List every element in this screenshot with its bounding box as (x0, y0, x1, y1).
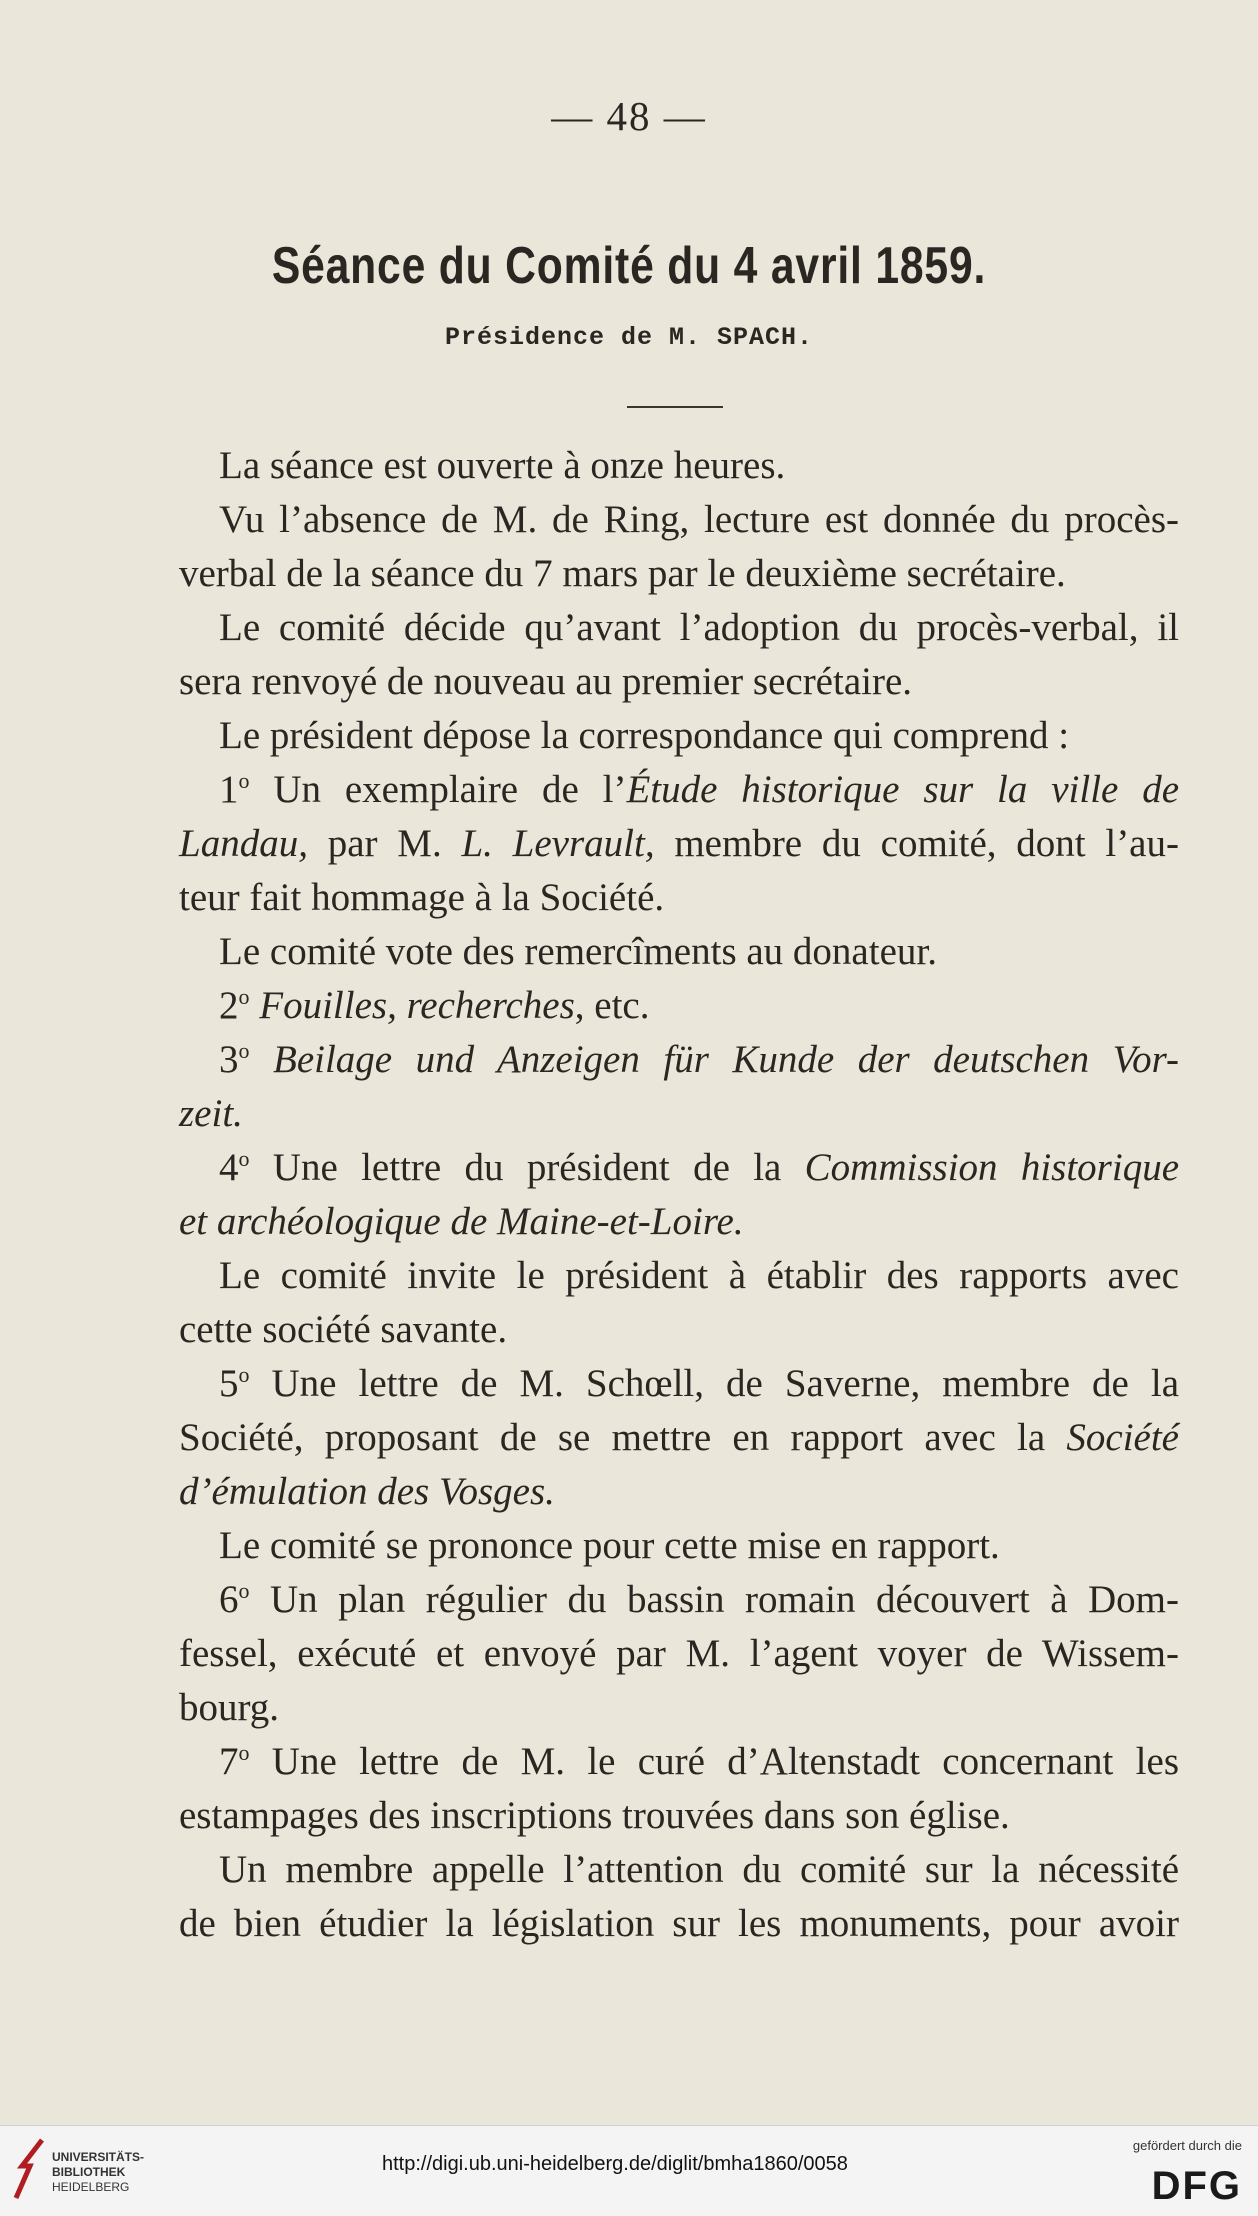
permalink-url[interactable]: http://digi.ub.uni-heidelberg.de/diglit/bmha1860/0058 (382, 2153, 848, 2175)
text-line: Le président dépose la correspondance qui comprend : (219, 714, 1070, 757)
text-line: et archéologique de Maine-et-Loire. (179, 1200, 744, 1243)
text-line: 4$^o$ Une lettre du président de la Commission historique (219, 1146, 1180, 1189)
body-text (179, 439, 1179, 1951)
text-line: Le comité décide qu’avant l’adoption du procès-verbal, il (219, 606, 1179, 649)
text-line: 5$^o$ Une lettre de M. Schœll, de Saverne, membre de la (219, 1362, 1179, 1405)
text-line: d’émulation des Vosges. (179, 1470, 555, 1513)
text-line: 2$^o$ Fouilles, recherches, etc. (219, 984, 650, 1027)
text-line: 3$^o$ Beilage und Anzeigen für Kunde der deutschen Vor- (219, 1038, 1180, 1081)
text-line: La séance est ouverte à onze heures. (219, 444, 786, 487)
text-line: Un membre appelle l’attention du comité sur la nécessité (219, 1848, 1179, 1891)
page-subtitle: Présidence de M. SPACH. (444, 323, 814, 352)
text-line: teur fait hommage à la Société. (179, 876, 665, 919)
text-line: sera renvoyé de nouveau au premier secrétaire. (179, 660, 913, 703)
text-line: zeit. (179, 1092, 243, 1135)
text-line: 6$^o$ Un plan régulier du bassin romain découvert à Dom- (219, 1578, 1179, 1621)
page-number: — 48 — (551, 93, 707, 139)
text-line: 1$^o$ Un exemplaire de l’Étude historique sur la ville de (219, 768, 1180, 811)
text-line: bourg. (179, 1686, 280, 1729)
text-line: Le comité invite le président à établir des rapports avec (219, 1254, 1179, 1297)
library-name: UNIVERSITÄTS- BIBLIOTHEK HEIDELBERG (52, 2150, 145, 2194)
text-line: estampages des inscriptions trouvées dans son église. (179, 1794, 1010, 1837)
text-line: cette société savante. (179, 1308, 508, 1351)
text-line: Le comité vote des remercîments au donateur. (219, 930, 937, 973)
text-line: de bien étudier la législation sur les monuments, pour avoir (179, 1902, 1179, 1945)
funding-caption: gefördert durch die (1132, 2138, 1242, 2153)
text-line: Le comité se prononce pour cette mise en rapport. (219, 1524, 1000, 1567)
text-line: Landau, par M. L. Levrault, membre du comité, dont l’au- (179, 822, 1179, 865)
title-divider (627, 406, 723, 408)
text-line: Vu l’absence de M. de Ring, lecture est donnée du procès- (219, 498, 1179, 541)
text-line: Société, proposant de se mettre en rapport avec la Société (179, 1416, 1179, 1459)
text-line: 7$^o$ Une lettre de M. le curé d’Altenstadt concernant les (219, 1740, 1179, 1783)
digitization-footer (0, 2125, 1258, 2216)
page-title: Séance du Comité du 4 avril 1859. (271, 237, 987, 295)
library-logo-icon (12, 2136, 48, 2202)
dfg-logo: DFG (1151, 2164, 1242, 2208)
text-line: verbal de la séance du 7 mars par le deuxième secrétaire. (179, 552, 1066, 595)
text-line: fessel, exécuté et envoyé par M. l’agent voyer de Wissem- (179, 1632, 1179, 1675)
